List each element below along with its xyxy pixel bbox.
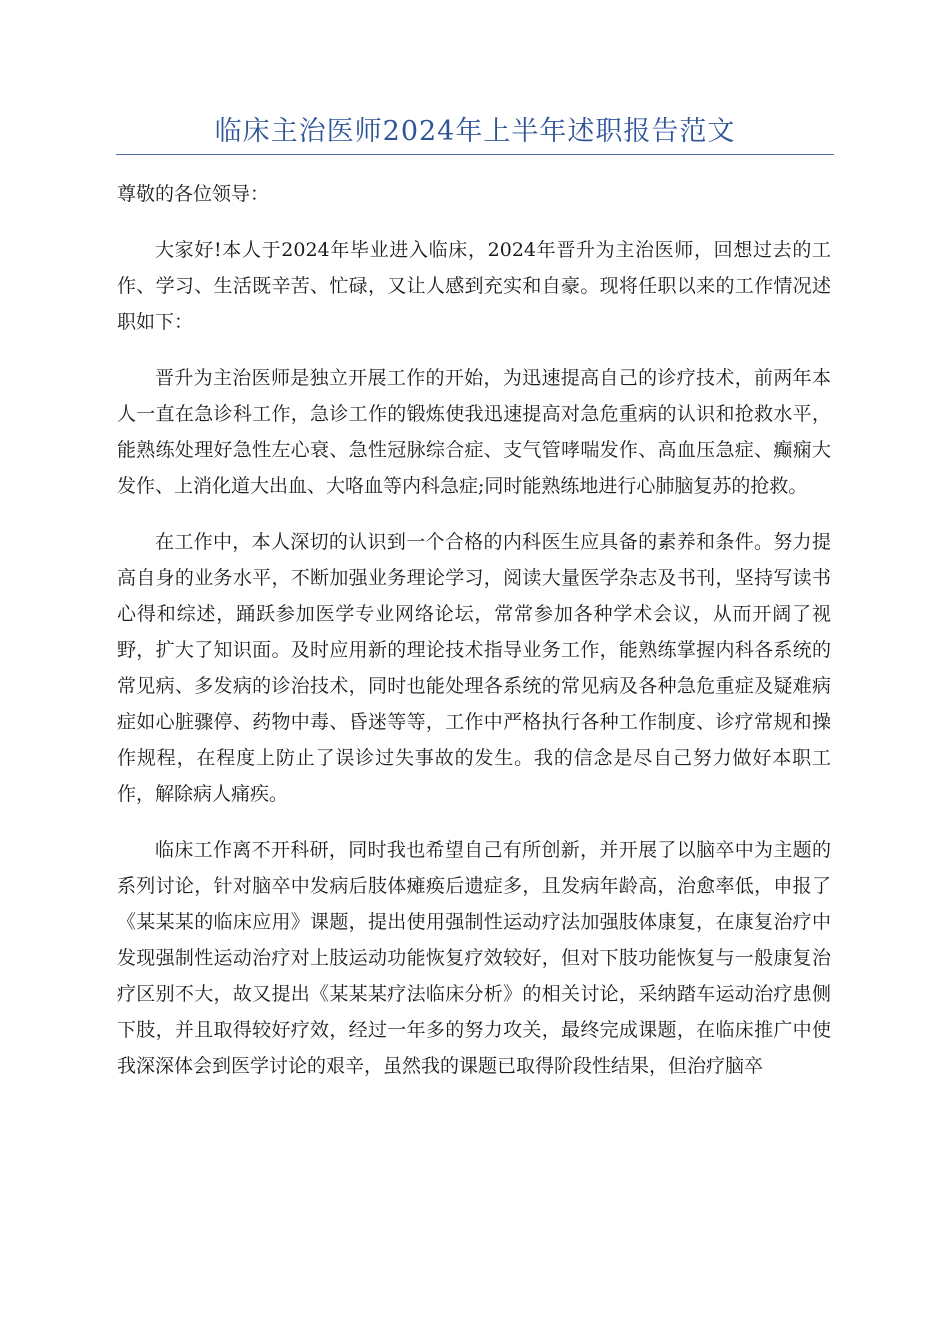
paragraph-emergency-work: 晋升为主治医师是独立开展工作的开始，为迅速提高自己的诊疗技术，前两年本人一直在急诊科工作，急诊工作的锻炼使我迅速提高对急危重病的认识和抢救水平，能熟练处理好急性左心衰、急性冠脉综合症、支气管哮喘发作、高血压急症、癫痫大发作、上消化道大出血、大咯血等内科急症;同时能熟练地进行心肺脑复苏的抢救。 — [117, 367, 831, 497]
document-body — [117, 176, 831, 1104]
title-underline — [116, 154, 834, 155]
paragraph-intro: 大家好!本人于2024年毕业进入临床，2024年晋升为主治医师，回想过去的工作、学习、生活既辛苦、忙碌，又让人感到充实和自豪。现将任职以来的工作情况述职如下： — [117, 239, 831, 333]
paragraph-professional-study: 在工作中，本人深切的认识到一个合格的内科医生应具备的素养和条件。努力提高自身的业务水平，不断加强业务理论学习，阅读大量医学杂志及书刊，坚持写读书心得和综述，踊跃参加医学专业网络论坛，常常参加各种学术会议，从而开阔了视野，扩大了知识面。及时应用新的理论技术指导业务工作，能熟练掌握内科各系统的常见病、多发病的诊治技术，同时也能处理各系统的常见病及各种急危重症及疑难病症如心脏骤停、药物中毒、昏迷等等，工作中严格执行各种工作制度、诊疗常规和操作规程，在程度上防止了误诊过失事故的发生。我的信念是尽自己努力做好本职工作，解除病人痛疾。 — [117, 531, 831, 805]
document-title: 临床主治医师2024年上半年述职报告范文 — [214, 116, 736, 147]
paragraph-clinical-research: 临床工作离不开科研，同时我也希望自己有所创新，并开展了以脑卒中为主题的系列讨论，针对脑卒中发病后肢体瘫痪后遗症多，且发病年龄高，治愈率低，申报了《某某某的临床应用》课题，提出使用强制性运动疗法加强肢体康复，在康复治疗中发现强制性运动治疗对上肢运动功能恢复疗效较好，但对下肢功能恢复与一般康复治疗区别不大，故又提出《某某某疗法临床分析》的相关讨论，采纳踏车运动治疗患侧下肢，并且取得较好疗效，经过一年多的努力攻关，最终完成课题，在临床推广中使我深深体会到医学讨论的艰辛，虽然我的课题已取得阶段性结果，但治疗脑卒 — [117, 839, 831, 1077]
salutation: 尊敬的各位领导： — [117, 183, 270, 205]
